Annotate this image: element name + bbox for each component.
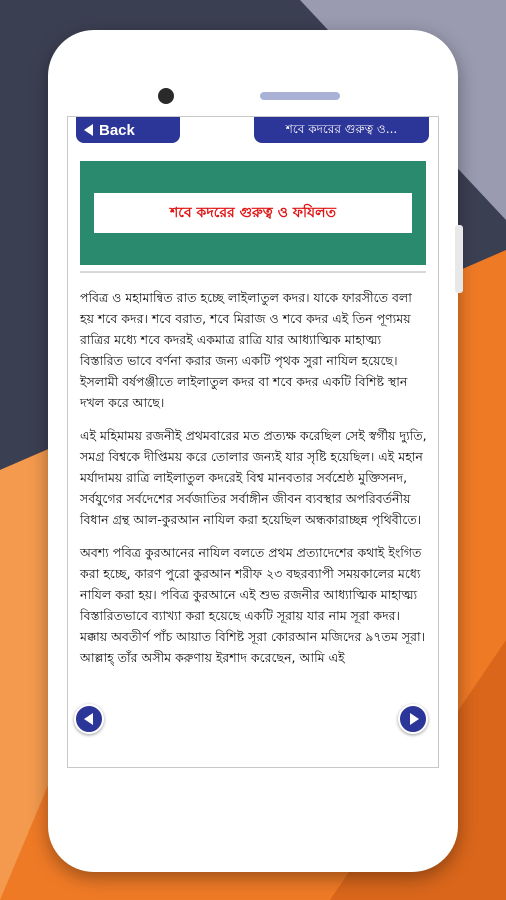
previous-page-button[interactable]	[74, 704, 104, 734]
page-title-button[interactable]: শবে কদরের গুরুত্ব ও...	[254, 117, 429, 143]
camera-icon	[158, 88, 174, 104]
banner-heading: শবে কদরের গুরুত্ব ও ফযিলত	[94, 193, 412, 233]
speaker-grille	[260, 92, 340, 100]
divider	[80, 271, 426, 273]
toolbar	[68, 117, 439, 143]
next-page-button[interactable]	[398, 704, 428, 734]
phone-side-button	[455, 225, 463, 293]
article-paragraph: অবশ্য পবিত্র কুরআনের নাযিল বলতে প্রথম প্রত্যাদেশের কথাই ইংগিত করা হচ্ছে, কারণ পুরো কুরআন শরীফ ২৩ বছরব্যাপী সময়কালের মধ্যে নাযিল করা হয়। পবিত্র কুরআনে এই শুভ রজনীর আধ্যাত্মিক মাহাত্ম্য বিস্তারিতভাবে ব্যাখ্যা করা হয়েছে একটি সূরায় যার নাম সূরা কদর। মক্কায় অবতীর্ণ পাঁচ আয়াত বিশিষ্ট সূরা কোরআন মজিদের ৯৭তম সূরা। আল্লাহ্‌ তাঁর অসীম করুণায় ইরশাদ করেছেন, আমি এই	[80, 545, 426, 665]
article-paragraph: এই মহিমাময় রজনীই প্রথমবারের মত প্রত্যক্ষ করেছিল সেই স্বর্গীয় দ্যুতি, সমগ্র বিশ্বকে দীপ্তিময় করে তোলার জন্যই যার সৃষ্টি হয়েছিল। এই মহান মর্যাদাময় রাত্রি লাইলাতুল কদরেই বিশ্ব মানবতার সর্বশ্রেষ্ঠ মুক্তিসনদ, সর্বযুগের সর্বদেশের সর্বজাতির সর্বাঙ্গীন জীবন ব্যবস্থার অপরিবর্তনীয় বিধান গ্রন্থ আল-কুরআন নাযিল করা হয়েছিল অন্ধকারাচ্ছন্ন পৃথিবীতে।	[80, 428, 427, 527]
article-paragraph: পবিত্র ও মহামান্বিত রাত হচ্ছে লাইলাতুল কদর। যাকে ফারসীতে বলা হয় শবে কদর। শবে বরাত, শবে মিরাজ ও শবে কদর এই তিন পূণ্যময় রাত্রির মধ্যে শবে কদরই একমাত্র রাত্রি যার আধ্যাত্মিক মাহাত্ম্য বিস্তারিত ভাবে বর্ণনা করার জন্য একটি পৃথক সুরা নাযিল হয়েছে। ইসলামী বর্ষপঞ্জীতে লাইলাতুল কদর বা শবে কদর একটি বিশিষ্ট স্থান দখল করে আছে।	[80, 290, 412, 410]
back-button[interactable]	[76, 117, 180, 143]
back-button-label: Back	[99, 121, 135, 139]
title-banner	[80, 161, 426, 265]
back-arrow-icon	[84, 124, 93, 136]
article-body[interactable]	[80, 287, 428, 680]
app-screen	[67, 116, 439, 768]
chevron-left-icon	[84, 713, 93, 725]
chevron-right-icon	[410, 713, 419, 725]
